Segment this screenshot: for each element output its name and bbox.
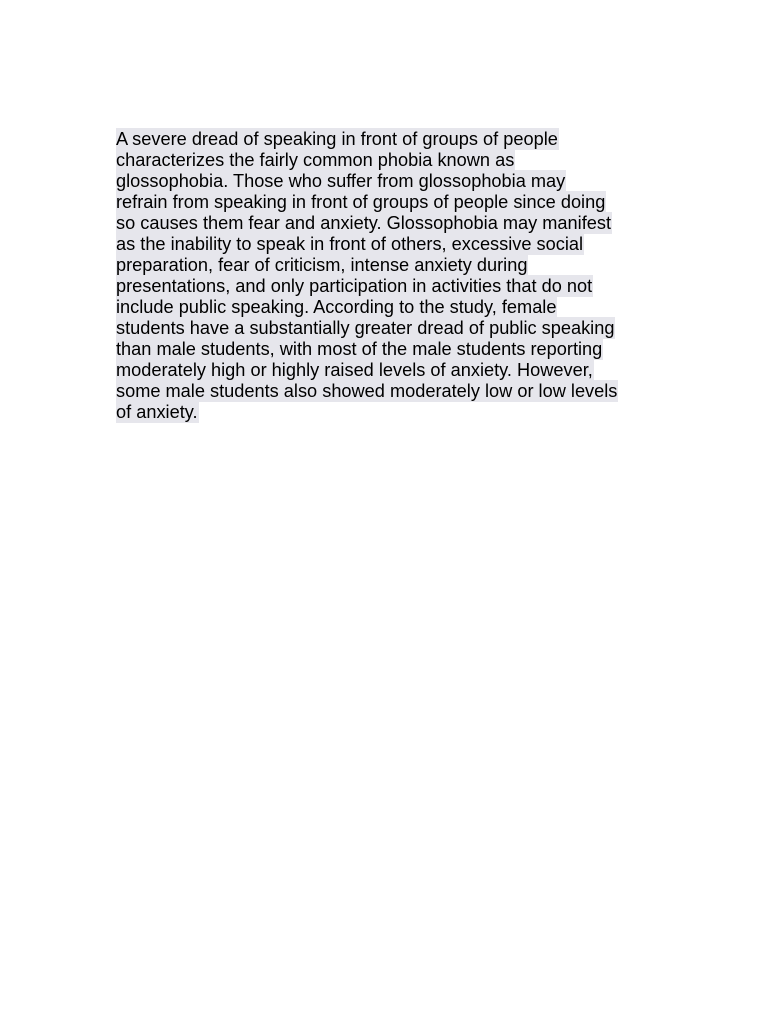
paragraph-line — [116, 171, 656, 192]
line-text: than male students, with most of the male students reporting — [116, 339, 603, 359]
line-text: students have a substantially greater dread of public speaking — [116, 318, 615, 338]
paragraph-line — [116, 297, 656, 318]
line-text: refrain from speaking in front of groups of people since doing — [116, 192, 606, 212]
line-text: A severe dread of speaking in front of groups of people — [116, 129, 558, 149]
line-text: of anxiety. — [116, 402, 198, 422]
paragraph-line — [116, 402, 656, 423]
line-text: as the inability to speak in front of others, excessive social — [116, 234, 584, 254]
line-text: preparation, fear of criticism, intense anxiety during — [116, 255, 528, 275]
paragraph-line — [116, 255, 656, 276]
paragraph-line — [116, 276, 656, 297]
paragraph-line — [116, 150, 656, 171]
paragraph-line — [116, 381, 656, 402]
paragraph-line — [116, 213, 656, 234]
body-paragraph — [116, 129, 656, 423]
line-text: moderately high or highly raised levels of anxiety. However, — [116, 360, 593, 380]
paragraph-line — [116, 234, 656, 255]
line-text: include public speaking. According to the study, female — [116, 297, 557, 317]
paragraph-line — [116, 129, 656, 150]
line-text: so causes them fear and anxiety. Glossophobia may manifest — [116, 213, 612, 233]
line-text: presentations, and only participation in activities that do not — [116, 276, 593, 296]
paragraph-line — [116, 339, 656, 360]
paragraph-line — [116, 318, 656, 339]
line-text: glossophobia. Those who suffer from glossophobia may — [116, 171, 566, 191]
paragraph-line — [116, 192, 656, 213]
paragraph-line — [116, 360, 656, 381]
line-text: characterizes the fairly common phobia known as — [116, 150, 515, 170]
line-text: some male students also showed moderately low or low levels — [116, 381, 618, 401]
